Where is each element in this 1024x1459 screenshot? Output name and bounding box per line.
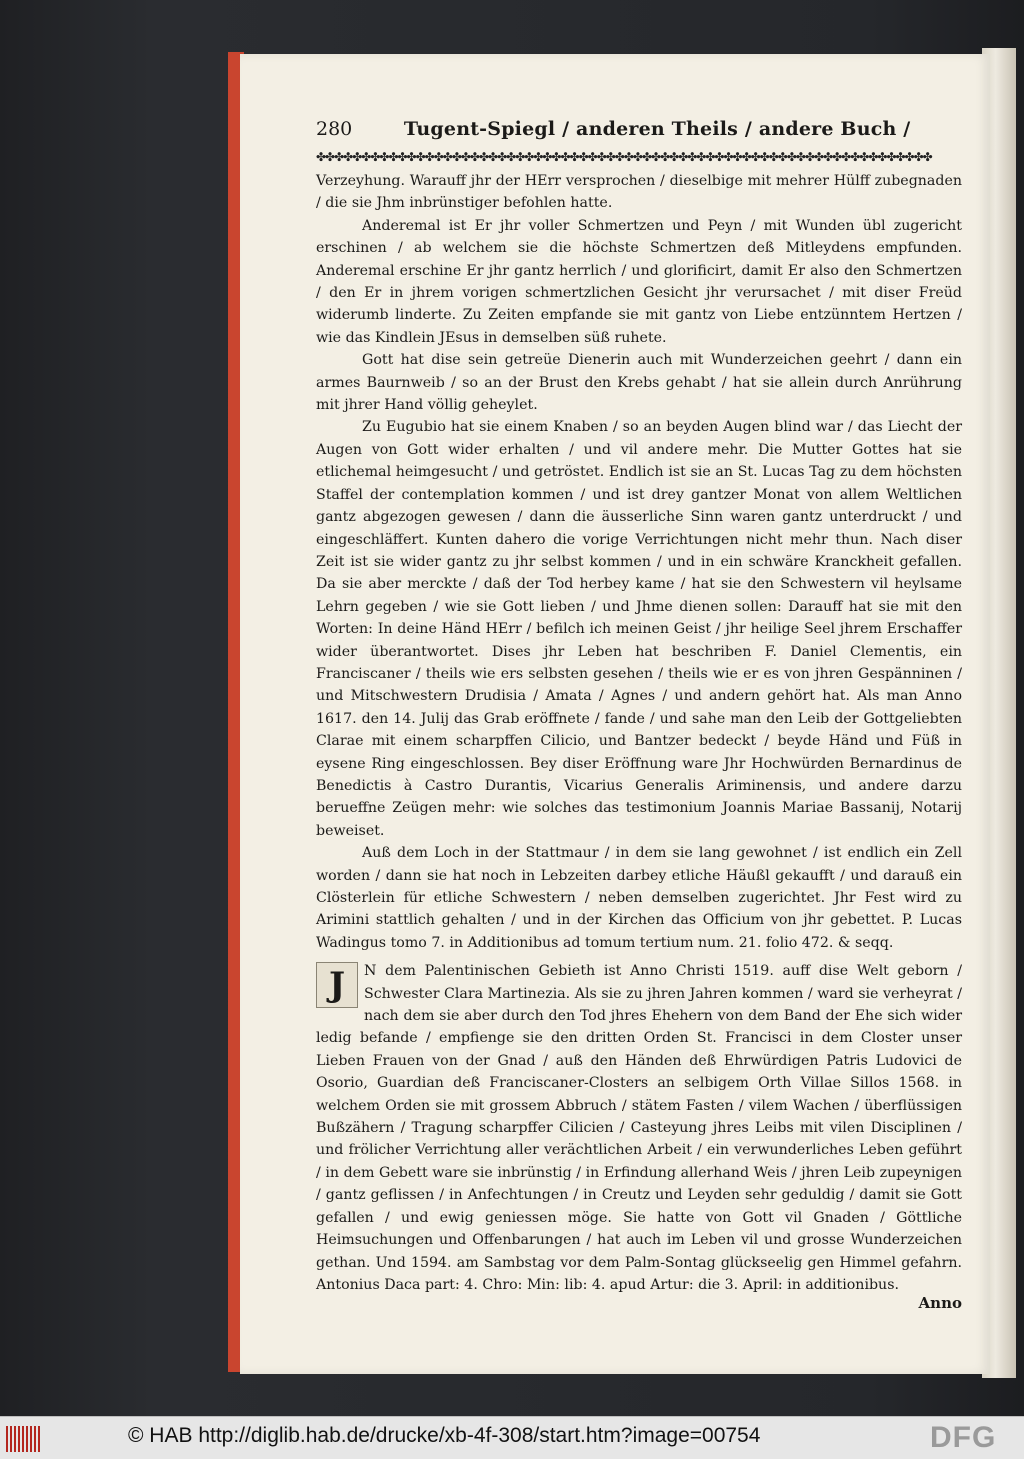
entry-clara-martinezia bbox=[316, 960, 962, 1296]
page-number: 280 bbox=[316, 118, 353, 140]
ornament-rule: ✤✤✤✤✤✤✤✤✤✤✤✤✤✤✤✤✤✤✤✤✤✤✤✤✤✤✤✤✤✤✤✤✤✤✤✤✤✤✤✤✤✤✤✤✤✤✤✤✤✤✤✤✤✤✤✤✤✤✤✤✤✤✤✤✤✤✤✤ bbox=[316, 150, 932, 164]
paragraph-6: N dem Palentinischen Gebieth ist Anno Christi 1519. auff dise Welt geborn / Schwester Clara Martinezia. Als sie zu jhren Jahren kommen / ward sie verheyrat / nach dem sie aber durch den Tod jhres Ehehern von dem Band der Ehe sich wider ledig befande / empfienge sie den dritten Orden St. Francisci in dem Closter unser Lieben Frauen von der Gnad / auß den Händen deß Ehrwürdigen Patris Ludovici de Osorio, Guardian deß Franciscaner-Closters an selbigem Orth Villae Sillos 1568. in welchem Orden sie mit grossem Abbruch / stätem Fasten / vilem Wachen / überflüssigen Bußzähern / Tragung scharpffer Cilicien / Casteyung jhres Leibs mit vilen Disciplinen / und frölicher Verrichtung aller verächtlichen Arbeit / ein verwunderliches Leben geführt / in dem Gebett ware sie inbrünstig / in Erfindung allerhand Weis / jhren Leib zupeynigen / gantz geflissen / in Anfechtungen / in Creutz und Leyden sehr geduldig / damit sie Gott gefallen / und ewig geniessen möge. Sie hatte von Gott vil Gnaden / Göttliche Heimsuchungen und Offenbarungen / hat auch im Leben vil und grosse Wunderzeichen gethan. Und 1594. am Sambstag vor dem Palm-Sontag glückseelig gen Himmel gefahrn. Antonius Daca part: 4. Chro: Min: lib: 4. apud Artur: die 3. April: in additionibus. bbox=[316, 963, 962, 1293]
dropcap-initial: J bbox=[316, 962, 358, 1008]
source-url[interactable]: © HAB http://diglib.hab.de/drucke/xb-4f-308/start.htm?image=00754 bbox=[128, 1424, 761, 1447]
viewer-footer bbox=[0, 1416, 1024, 1459]
paragraph-1: Verzeyhung. Warauff jhr der HErr versprochen / dieselbige mit mehrer Hülff zubegnaden / die sie Jhm inbrünstiger befohlen hatte. bbox=[316, 173, 962, 212]
catchword: Anno bbox=[918, 1294, 962, 1313]
paragraph-5: Auß dem Loch in der Stattmaur / in dem sie lang gewohnet / ist endlich ein Zell worden / dann sie hat noch in Lebzeiten darbey etliche Häußl gekaufft / und darauß ein Clösterlein für etliche Schwestern / neben demselben zugerichtet. Jhr Fest wird zu Arimini stattlich gehalten / und in der Kirchen das Officium von jhr gebettet. P. Lucas Wadingus tomo 7. in Additionibus ad tomum tertium num. 21. folio 472. & seqq. bbox=[316, 845, 962, 951]
dfg-logo: DFG bbox=[930, 1421, 997, 1454]
page-header bbox=[316, 118, 962, 148]
paragraph-2: Anderemal ist Er jhr voller Schmertzen und Peyn / mit Wunden übl zugericht erschinen / ab welchem sie die höchste Schmertzen deß Mitleydens empfunden. Anderemal erschine Er jhr gantz herrlich / und glorificirt, damit Er also den Schmertzen / den Er in jhrem vorigen schmertzlichen Gesicht jhr verursachet / mit diser Freüd widerumb linderte. Zu Zeiten empfande sie mit gantz von Liebe entzünntem Hertzen / wie das Kindlein JEsus in demselben süß ruhete. bbox=[316, 217, 962, 346]
running-head: Tugent-Spiegl / anderen Theils / andere Buch / bbox=[403, 118, 911, 140]
page-body bbox=[316, 170, 962, 1312]
page-text-block bbox=[316, 118, 962, 1312]
barcode-icon bbox=[6, 1426, 40, 1452]
paragraph-4: Zu Eugubio hat sie einem Knaben / so an beyden Augen blind war / das Liecht der Augen von Gott wider erhalten / und vil andere mehr. Die Mutter Gottes hat sie etlichemal heimgesucht / und getröstet. Endlich ist sie an St. Lucas Tag zu dem höchsten Staffel der contemplation kommen / und ist drey gantzer Monat von allem Weltlichen gantz abgezogen gewesen / dann die äusserliche Sinn waren gantz unterdruckt / und eingeschläffert. Kunten dahero die vorige Verrichtungen nicht mehr thun. Nach diser Zeit ist sie wider gantz zu jhr selbst kommen / und in ein schwäre Kranckheit gefallen. Da sie aber merckte / daß der Tod herbey kame / hat sie den Schwestern vil heylsame Lehrn gegeben / wie sie Gott lieben / und Jhme dienen sollen: Darauff hat sie mit den Worten: In deine Händ HErr / befilch ich meinen Geist / jhr heilige Seel jhrem Erschaffer wider überantwortet. Dises jhr Leben hat beschriben F. Daniel Clementis, ein Franciscaner / theils wie ers selbsten gesehen / theils wie er es von jhren Gespänninen / und Mitschwestern Drudisia / Amata / Agnes / und andern gehört hat. Als man Anno 1617. den 14. Julij das Grab eröffnete / fande / und sahe man den Leib der Gottgeliebten Clarae mit einem scharpffen Cilicio, und Bantzer bedeckt / beyde Händ und Füß in eysene Ring eingeschlossen. Bey diser Eröffnung ware Jhr Hochwürden Bernardinus de Benedictis à Castro Durantis, Vicarius Generalis Ariminensis, und andere darzu berueffne Zeügen mehr: wie solches das testimonium Joannis Mariae Bassanij, Notarij beweiset. bbox=[316, 419, 962, 839]
paragraph-3: Gott hat dise sein getreüe Dienerin auch mit Wunderzeichen geehrt / dann ein armes Baurnweib / so an der Brust den Krebs gehabt / hat sie allein durch Anrührung mit jhrer Hand völlig geheylet. bbox=[316, 352, 962, 414]
